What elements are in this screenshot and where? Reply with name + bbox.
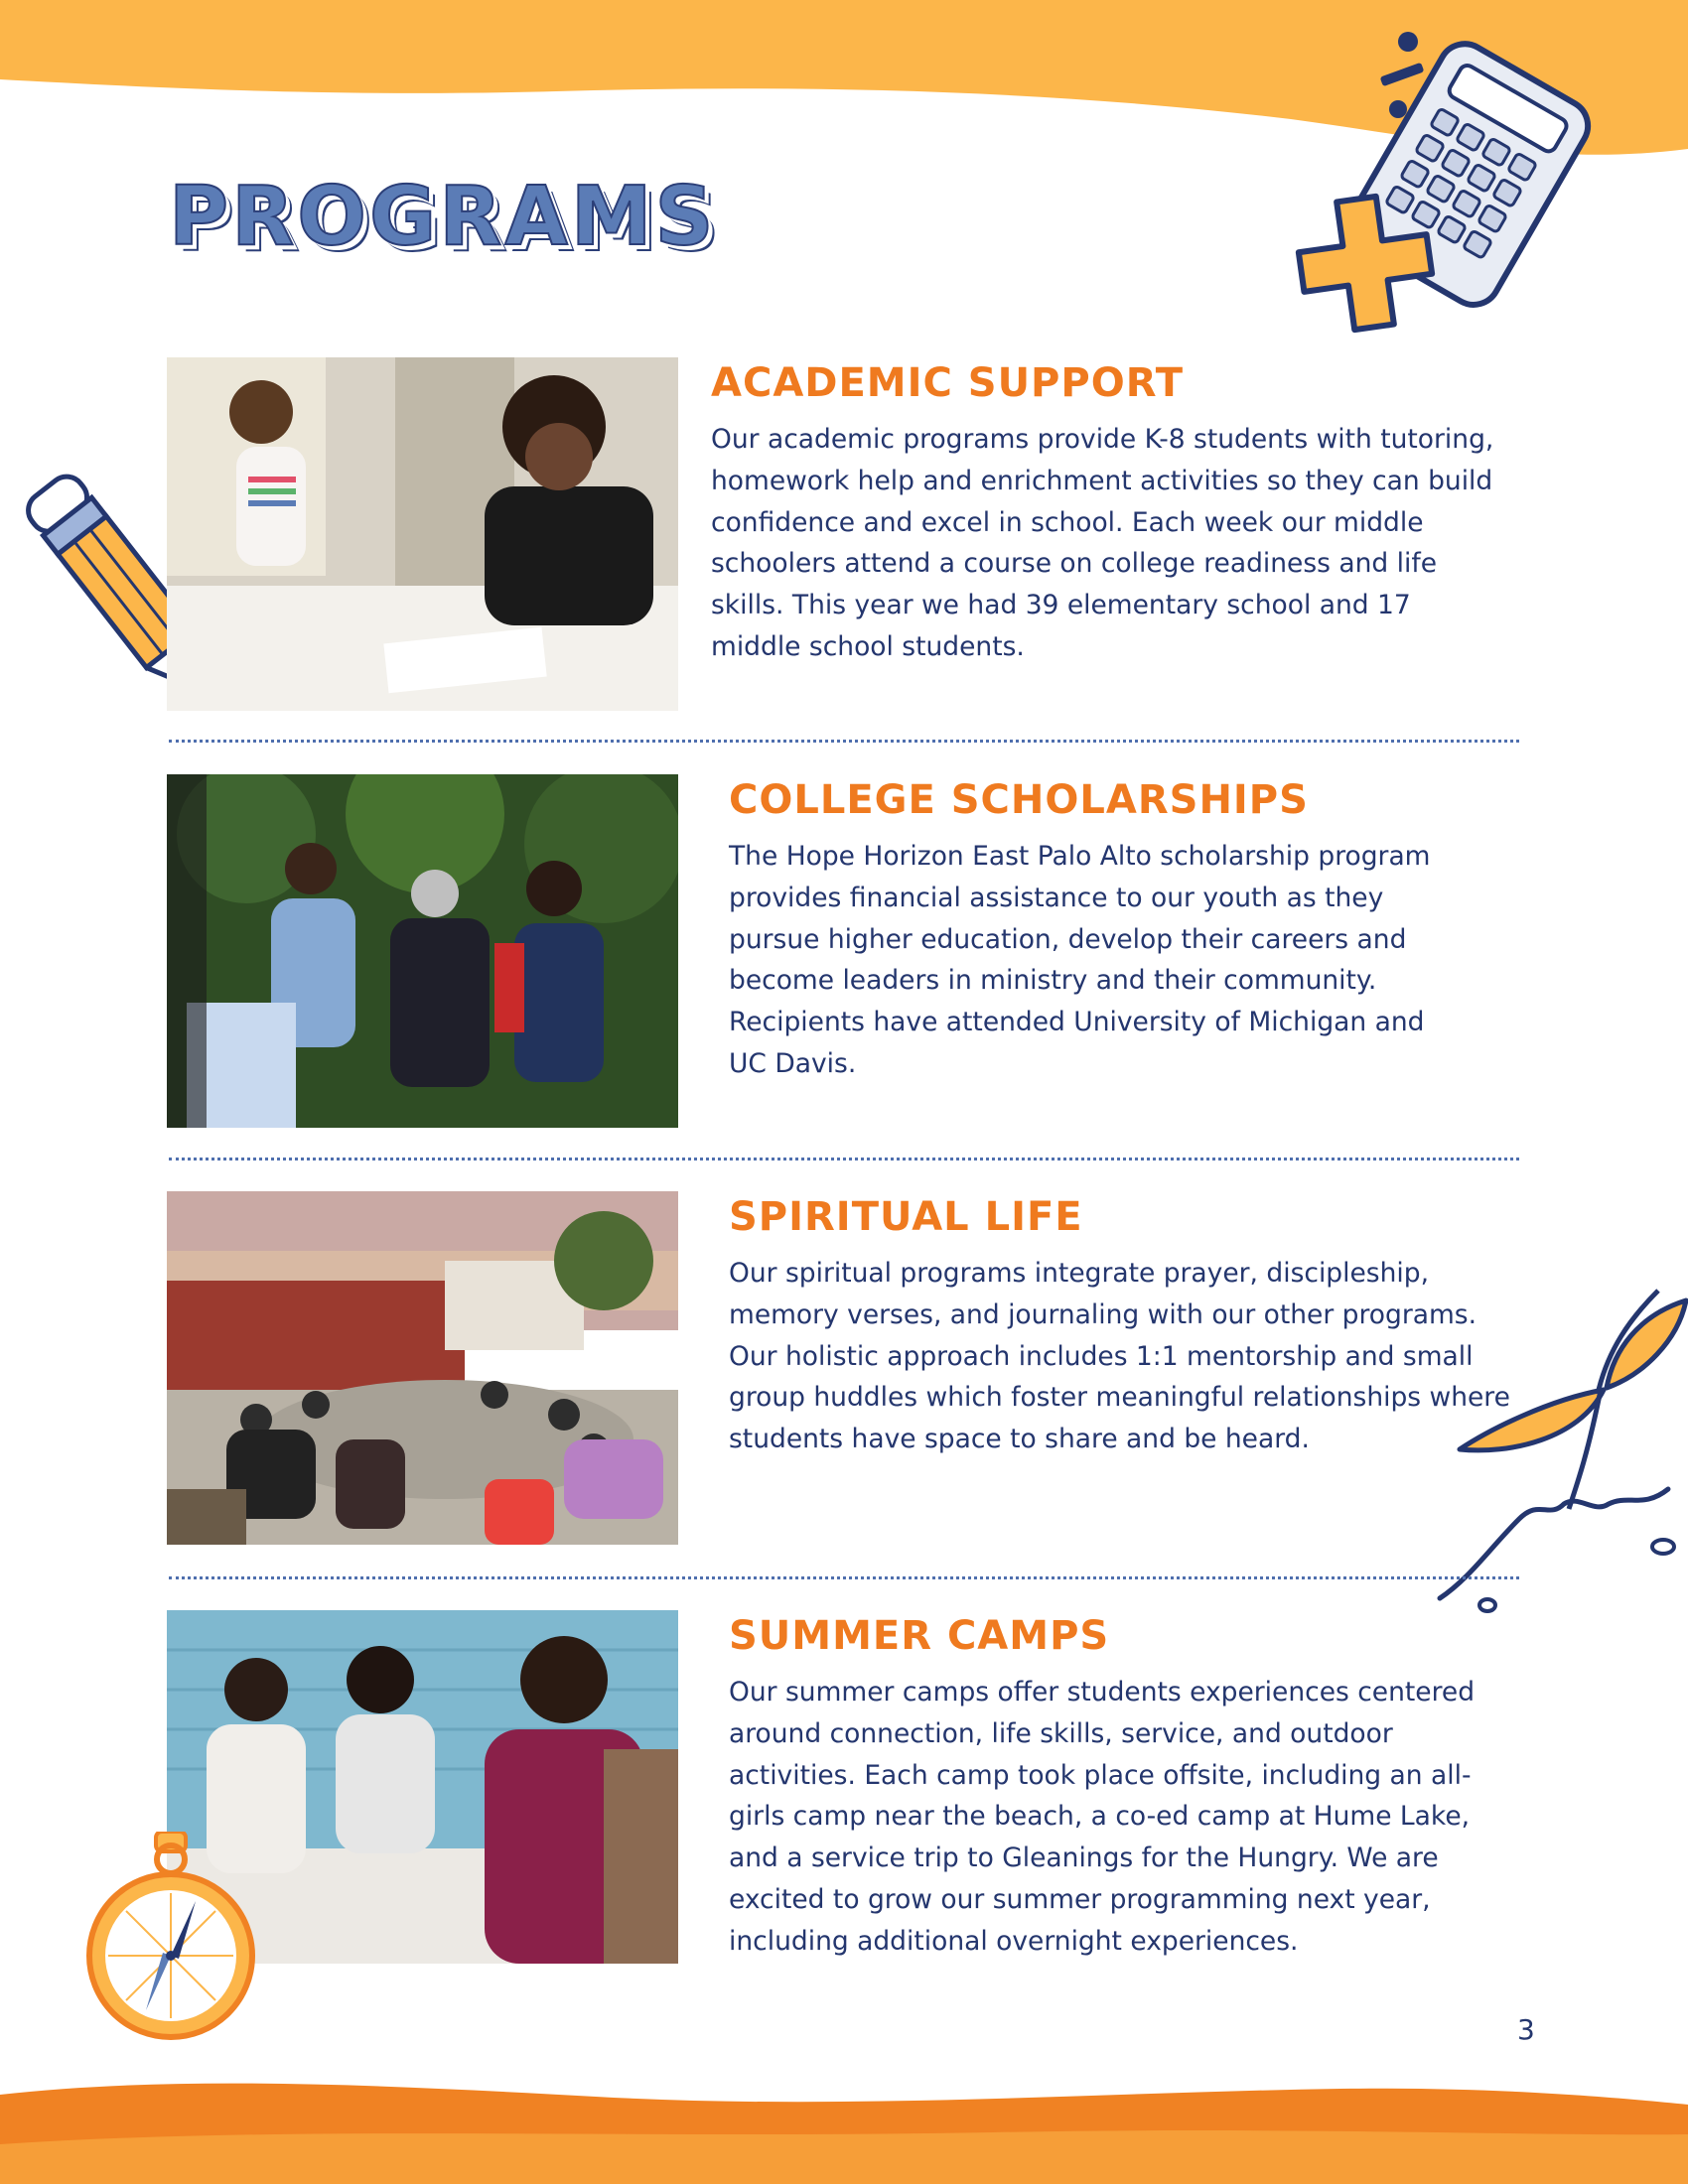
program-description: Our spiritual programs integrate prayer, discipleship, memory verses, and journaling with our other programs. Our holistic approach includes 1:1 mentorship and small group huddles which foster meaningful relationships where students have space to share and be heard. — [729, 1258, 1510, 1455]
section-divider — [169, 1576, 1519, 1579]
compass-icon — [84, 1832, 263, 2050]
program-spiritual-life — [167, 1191, 1517, 1545]
section-divider — [169, 1158, 1519, 1160]
summer-camps-text — [729, 1614, 1553, 1963]
page-number: 3 — [1517, 2013, 1535, 2046]
academic-support-photo — [167, 357, 678, 711]
program-college-scholarships — [167, 774, 1517, 1128]
page-title: PROGRAMS — [169, 170, 717, 264]
plus-icon — [1291, 189, 1440, 338]
program-heading: COLLEGE SCHOLARSHIPS — [729, 777, 1309, 823]
bottom-wave-banner — [0, 2075, 1688, 2184]
program-description: The Hope Horizon East Palo Alto scholarship program provides financial assistance to our youth as they pursue higher education, develop their careers and become leaders in ministry and their community. Recipients have attended University of Michigan and UC Davis. — [729, 841, 1431, 1079]
program-description: Our academic programs provide K-8 students with tutoring, homework help and enrichment activities so they can build confidence and excel in school. Each week our middle schoolers attend a course on college readiness and life skills. This year we had 39 elementary school and 17 middle school students. — [711, 424, 1494, 662]
academic-support-text — [711, 361, 1535, 668]
program-heading: SPIRITUAL LIFE — [729, 1194, 1083, 1240]
sprout-icon — [1430, 1281, 1688, 1618]
program-description: Our summer camps offer students experiences centered around connection, life skills, service, and outdoor activities. Each camp took place offsite, including an all-girls camp near the beach, a co-ed camp at Hume Lake, and a service trip to Gleanings for the Hungry. We are excited to grow our summer programming next year, including additional overnight experiences. — [729, 1677, 1476, 1957]
program-summer-camps — [167, 1610, 1517, 1964]
section-divider — [169, 740, 1519, 743]
program-heading: ACADEMIC SUPPORT — [711, 360, 1184, 406]
spiritual-life-photo — [167, 1191, 678, 1545]
college-scholarships-photo — [167, 774, 678, 1128]
program-heading: SUMMER CAMPS — [729, 1613, 1110, 1659]
college-scholarships-text — [729, 778, 1553, 1085]
program-academic-support — [167, 357, 1517, 711]
